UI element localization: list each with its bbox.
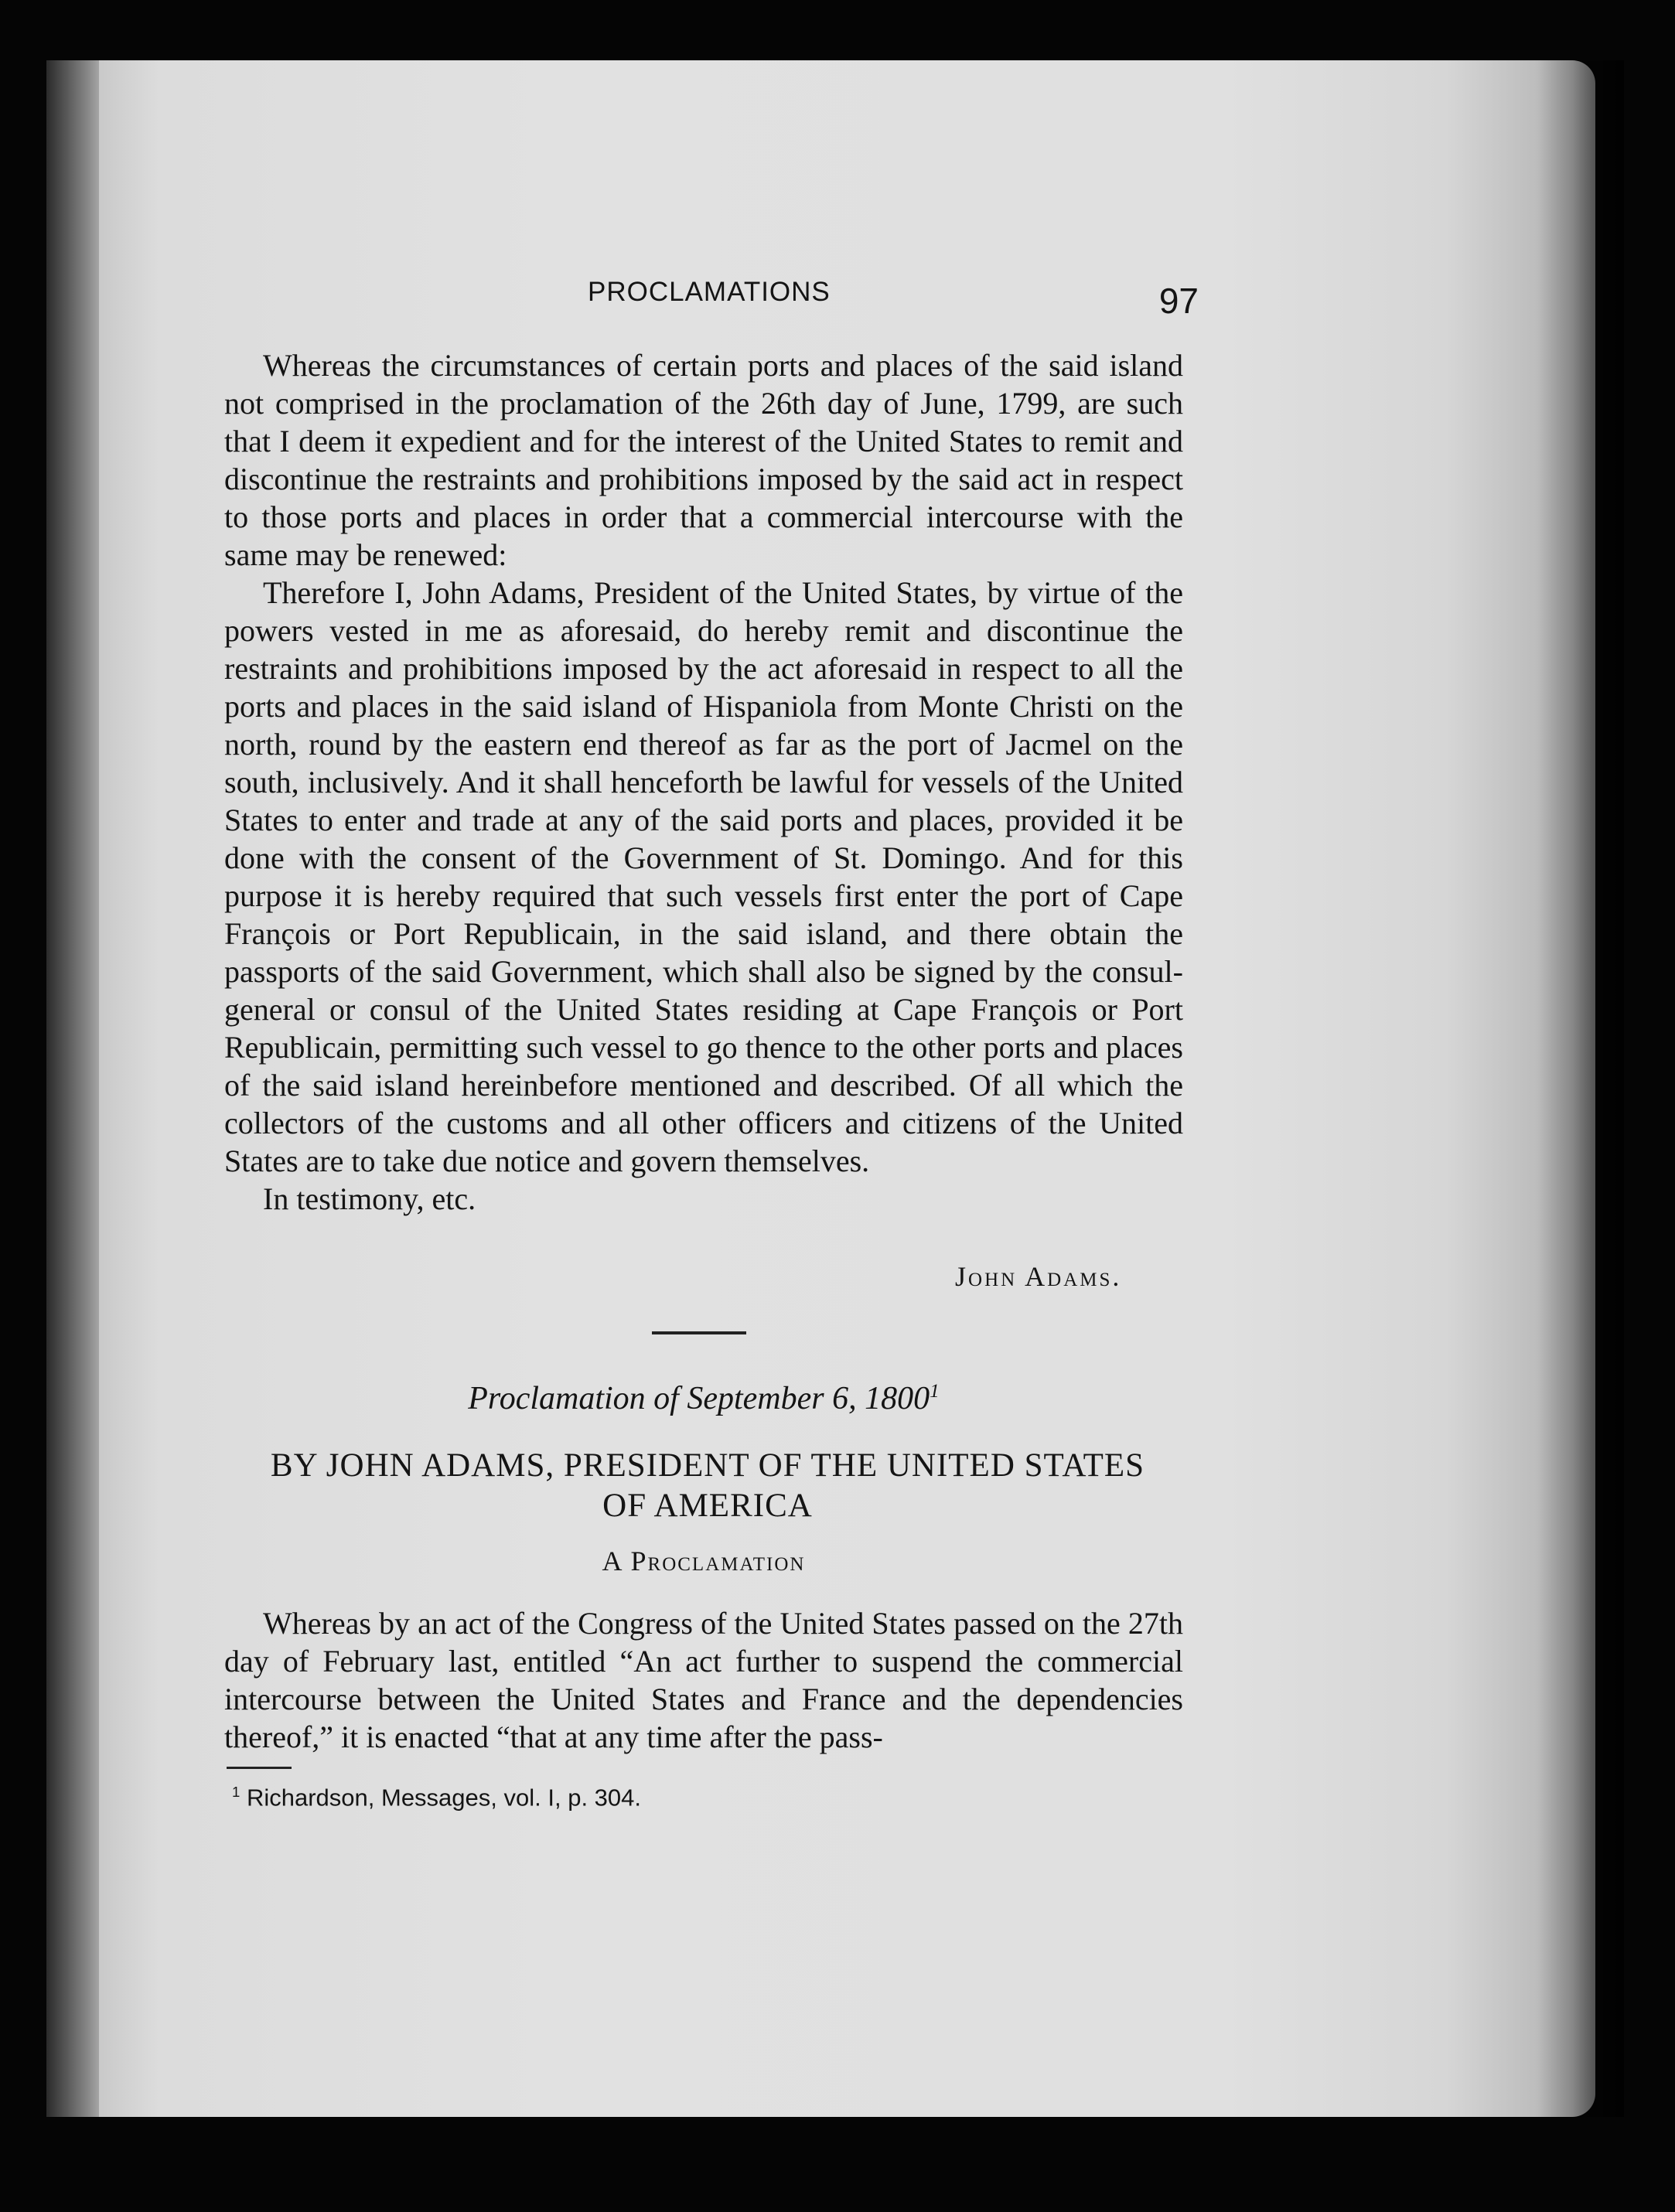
signature: John Adams. xyxy=(955,1261,1122,1292)
paragraph-section-whereas: Whereas by an act of the Congress of the United States passed on the 27th day of February last, entitled “An act further to suspend the commercial intercourse between the United States and France and the dependencies thereof,” it is enacted “that at any time after the pass- xyxy=(224,1606,1183,1754)
running-head xyxy=(224,272,1199,319)
paragraph-therefore: Therefore I, John Adams, President of the United States, by virtue of the powers vested in me as aforesaid, do hereby remit and discontinue the restraints and prohibitions imposed by the act aforesaid in respect to all the ports and places in the said island of Hispaniola from Monte Christi on the north, round by the eastern end thereof as far as the port of Jacmel on the south, inclusively. And it shall henceforth be lawful for vessels of the United States to enter and trade at any of the said ports and places, provided it be done with the consent of the Government of St. Domingo. And for this purpose it is hereby required that such vessels first enter the port of Cape François or Port Republicain, in the said island, and there obtain the passports of the said Government, which shall also be signed by the consul-general or consul of the United States residing at Cape François or Port Republicain, permitting such vessel to go thence to the other ports and places of the said island hereinbefore mentioned and described. Of all which the collectors of the customs and all other officers and citizens of the United States are to take due notice and govern themselves. xyxy=(224,575,1183,1178)
paragraph-whereas: Whereas the circumstances of certain ports and places of the said island not comprised in the proclamation of the 26th day of June, 1799, are such that I deem it expedient and for the interest of the United States to remit and discontinue the restraints and prohibitions imposed by the said act in respect to those ports and places in order that a commercial intercourse with the same may be renewed: xyxy=(224,348,1183,572)
footnote xyxy=(232,1784,641,1812)
page-number: 97 xyxy=(1158,281,1199,321)
running-title: PROCLAMATIONS xyxy=(588,277,831,307)
footnote-text: Richardson, Messages, vol. I, p. 304. xyxy=(246,1784,642,1812)
heading-line-2: OF AMERICA xyxy=(602,1488,813,1524)
paragraph-testimony: In testimony, etc. xyxy=(263,1181,476,1216)
footnote-marker: 1 xyxy=(232,1784,241,1800)
heading-line-1: BY JOHN ADAMS, PRESIDENT OF THE UNITED STATES xyxy=(270,1447,1145,1484)
section-body-text xyxy=(224,1604,1183,1756)
proclamation-heading xyxy=(217,1446,1199,1526)
footnote-reference: 1 xyxy=(930,1381,940,1402)
section-title xyxy=(224,1380,1183,1417)
page-edge-shadow xyxy=(1539,60,1624,2117)
footnote-rule xyxy=(227,1767,292,1769)
book-spine-edge xyxy=(46,60,107,2117)
proclamation-subheading: A Proclamation xyxy=(602,1546,806,1576)
section-divider xyxy=(652,1331,746,1334)
section-title-text: Proclamation of September 6, 1800 xyxy=(468,1381,930,1416)
body-text xyxy=(224,346,1183,1218)
